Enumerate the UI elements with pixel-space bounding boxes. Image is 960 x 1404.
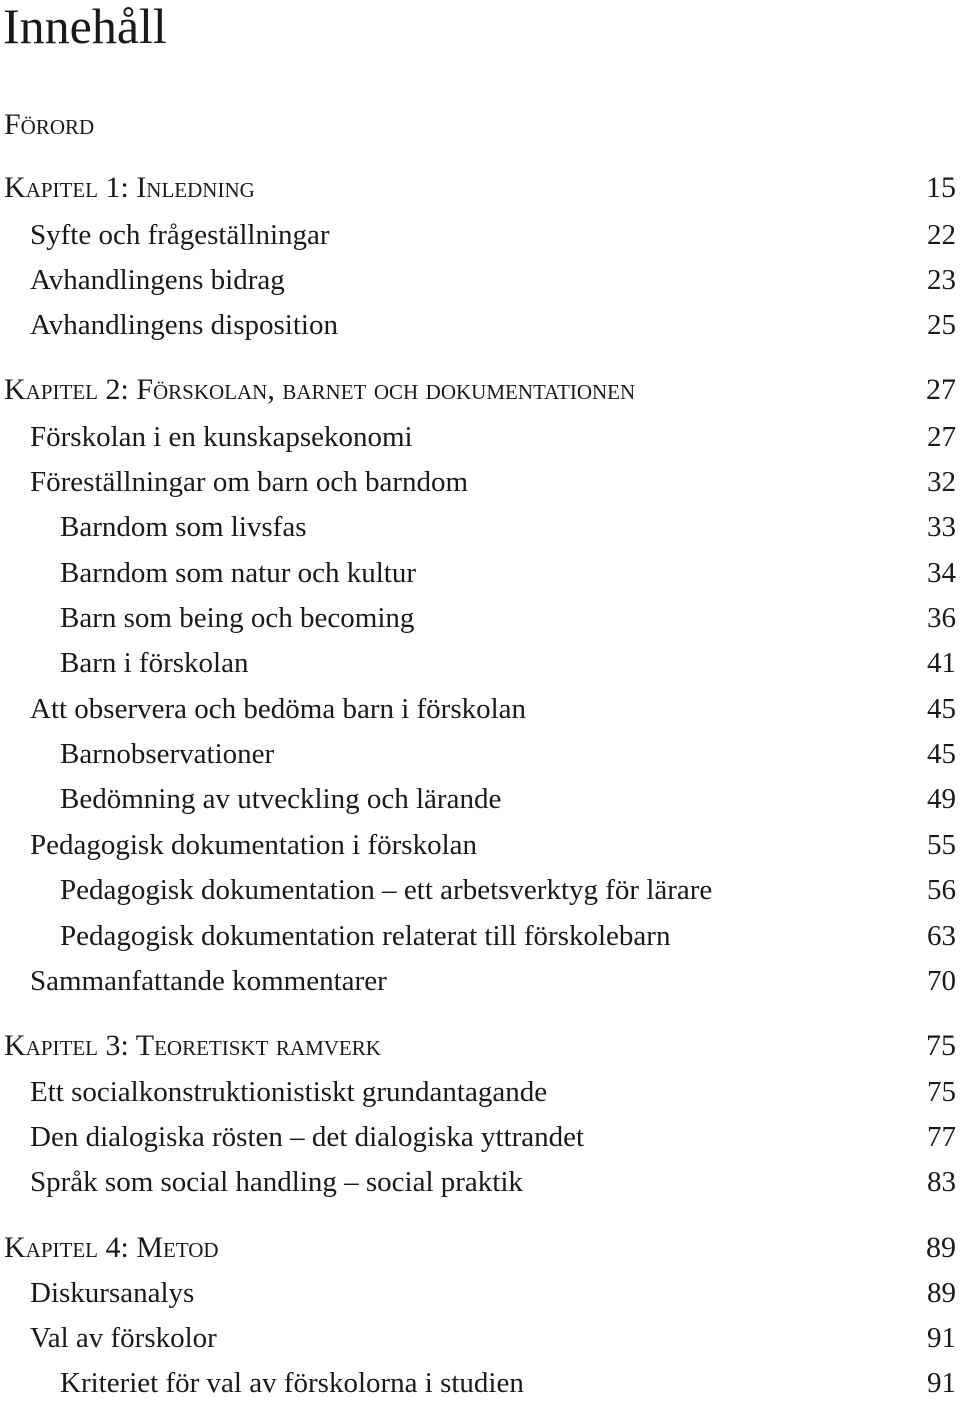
toc-page-number: 27 [927,420,956,453]
toc-page-number: 25 [927,308,956,341]
toc-chapter-entry[interactable] [0,1025,956,1067]
toc-entry-label: Barnobservationer [60,737,275,770]
toc-entry-label: Ett socialkonstruktionistiskt grundantagande [30,1075,548,1108]
toc-page-number: 45 [927,692,956,725]
toc-page-number: 77 [927,1120,956,1153]
toc-entry[interactable] [0,552,956,594]
toc-page-number: 27 [926,373,956,406]
toc-page-number: 33 [927,510,956,543]
toc-entry[interactable] [0,1161,956,1203]
toc-entry-label: Kapitel 2: Förskolan, barnet och dokumentationen [4,373,636,406]
toc-page-number: 70 [927,964,956,997]
toc-entry-label: Syfte och frågeställningar [30,218,330,251]
toc-page-number: 83 [927,1165,956,1198]
toc-entry[interactable] [0,960,956,1002]
toc-entry-label: Kriteriet för val av förskolorna i studien [60,1366,524,1399]
toc-entry[interactable] [0,642,956,684]
toc-page-number: 91 [927,1321,956,1354]
toc-entry[interactable] [0,597,956,639]
toc-entry-label: Barndom som natur och kultur [60,556,417,589]
toc-page-number: 45 [927,737,956,770]
toc-page-number: 56 [927,873,956,906]
toc-entry-label: Sammanfattande kommentarer [30,964,387,997]
toc-entry-label: Kapitel 3: Teoretiskt ramverk [4,1029,381,1062]
toc-entry-label: Bedömning av utveckling och lärande [60,782,502,815]
toc-entry[interactable] [0,1071,956,1113]
toc-entry-label: Kapitel 4: Metod [4,1231,219,1264]
toc-chapter-entry[interactable] [0,104,956,146]
toc-page-number: 91 [927,1366,956,1399]
toc-entry[interactable] [0,778,956,820]
toc-entry-label: Att observera och bedöma barn i förskolan [30,692,527,725]
toc-entry-label: Avhandlingens bidrag [30,263,285,296]
toc-entry[interactable] [0,461,956,503]
toc-chapter-entry[interactable] [0,167,956,209]
toc-page-number: 55 [927,828,956,861]
toc-entry[interactable] [0,915,956,957]
toc-entry-label: Pedagogisk dokumentation relaterat till förskolebarn [60,919,671,952]
toc-entry[interactable] [0,1317,956,1359]
toc-page-number: 15 [926,171,956,204]
toc-entry[interactable] [0,416,956,458]
toc-entry-label: Den dialogiska rösten – det dialogiska yttrandet [30,1120,585,1153]
toc-entry[interactable] [0,688,956,730]
toc-page-number: 36 [927,601,956,634]
toc-page-number: 41 [927,646,956,679]
toc-entry-label: Barn i förskolan [60,646,249,679]
toc-page-number: 22 [927,218,956,251]
toc-entry-label: Pedagogisk dokumentation i förskolan [30,828,478,861]
toc-entry-label: Språk som social handling – social praktik [30,1165,523,1198]
toc-entry-label: Diskursanalys [30,1276,195,1309]
toc-entry-label: Föreställningar om barn och barndom [30,465,469,498]
page-title: Innehåll [3,0,167,54]
toc-page-number: 49 [927,782,956,815]
toc-entry-label: Pedagogisk dokumentation – ett arbetsverktyg för lärare [60,873,713,906]
toc-entry-label: Förskolan i en kunskapsekonomi [30,420,413,453]
toc-chapter-entry[interactable] [0,369,956,411]
toc-entry[interactable] [0,1272,956,1314]
toc-page-number: 32 [927,465,956,498]
toc-entry-label: Förord [4,108,95,141]
toc-entry[interactable] [0,214,956,256]
toc-entry-label: Barn som being och becoming [60,601,415,634]
toc-page-number: 63 [927,919,956,952]
toc-page-number: 34 [927,556,956,589]
toc-page-number: 23 [927,263,956,296]
toc-page-number: 89 [927,1276,956,1309]
toc-entry[interactable] [0,259,956,301]
toc-entry[interactable] [0,1362,956,1404]
toc-entry-label: Val av förskolor [30,1321,217,1354]
toc-page-number: 89 [926,1231,956,1264]
toc-entry[interactable] [0,824,956,866]
toc-entry[interactable] [0,733,956,775]
toc-entry[interactable] [0,304,956,346]
toc-entry-label: Avhandlingens disposition [30,308,338,341]
toc-entry-label: Barndom som livsfas [60,510,307,543]
toc-page-number: 75 [927,1075,956,1108]
toc-entry-label: Kapitel 1: Inledning [4,171,255,204]
toc-entry[interactable] [0,1116,956,1158]
toc-entry[interactable] [0,506,956,548]
toc-chapter-entry[interactable] [0,1227,956,1269]
toc-entry[interactable] [0,869,956,911]
toc-page-number: 75 [926,1029,956,1062]
